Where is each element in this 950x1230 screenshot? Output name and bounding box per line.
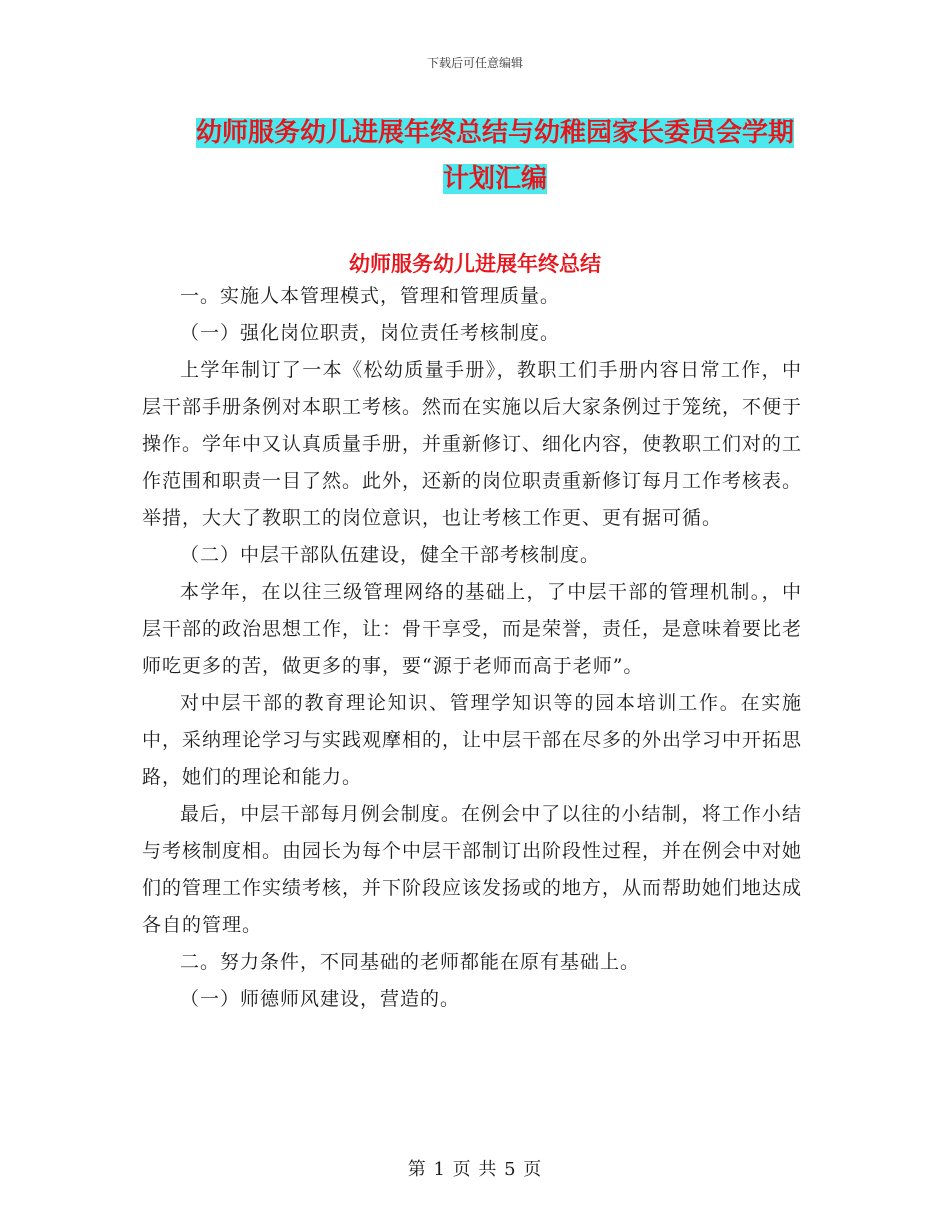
paragraph: 上学年制订了一本《松幼质量手册》，教职工们手册内容日常工作，中层干部手册条例对本职工考核。然而在实施以后大家条例过于笼统，不便于操作。学年中又认真质量手册，并重新修订、细化内容，使教职工们对的工作范围和职责一目了然。此外，还新的岗位职责重新修订每月工作考核表。举措，大大了教职工的岗位意识，也让考核工作更、更有据可循。: [142, 359, 803, 529]
document-title: [140, 110, 850, 202]
page-footer: 第 1 页 共 5 页: [407, 1159, 543, 1180]
paragraph: （一）强化岗位职责，岗位责任考核制度。: [180, 322, 561, 344]
document-body: [142, 278, 802, 1018]
document-title-line1: 幼师服务幼儿进展年终总结与幼稚园家长委员会学期: [195, 118, 794, 148]
paragraph: （一）师德师风建设，营造的。: [180, 988, 461, 1010]
paragraph: 本学年，在以往三级管理网络的基础上，了中层干部的管理机制。，中层干部的政治思想工作，让：骨干享受，而是荣誉，责任，是意味着要比老师吃更多的苦，做更多的事，要“源于老师而高于老师”。: [142, 581, 803, 677]
paragraph: 最后，中层干部每月例会制度。在例会中了以往的小结制，将工作小结与考核制度相。由园长为每个中层干部制订出阶段性过程，并在例会中对她们的管理工作实绩考核，并下阶段应该发扬或的地方，从而帮助她们地达成各自的管理。: [142, 803, 803, 936]
paragraph: （二）中层干部队伍建设，健全干部考核制度。: [180, 544, 601, 566]
paragraph: 一。实施人本管理模式，管理和管理质量。: [180, 285, 561, 307]
section-title: 幼师服务幼儿进展年终总结: [349, 252, 601, 276]
document-title-line2: 计划汇编: [442, 164, 547, 194]
paragraph: 对中层干部的教育理论知识、管理学知识等的园本培训工作。在实施中，采纳理论学习与实践观摩相的，让中层干部在尽多的外出学习中开拓思路，她们的理论和能力。: [142, 692, 803, 788]
header-note: 下载后可任意编辑: [426, 56, 523, 70]
paragraph: 二。努力条件，不同基础的老师都能在原有基础上。: [180, 951, 641, 973]
